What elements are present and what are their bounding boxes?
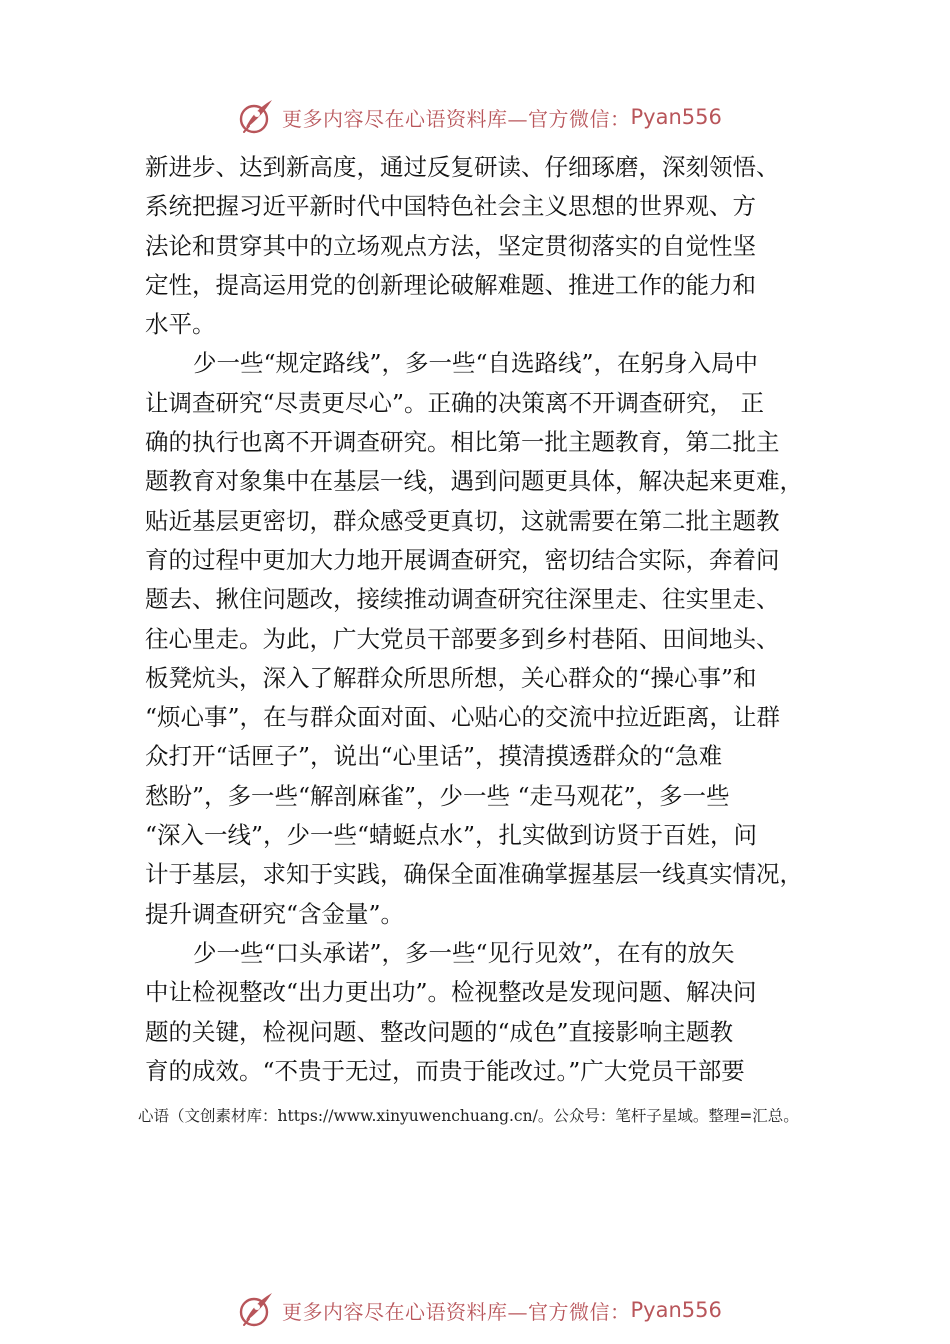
body-line: 往心里走。为此，广大党员干部要多到乡村巷陌、田间地头、: [145, 624, 780, 653]
footer-banner: [236, 1288, 722, 1332]
body-line: 系统把握习近平新时代中国特色社会主义思想的世界观、方: [145, 192, 756, 221]
quill-logo-icon: [236, 1290, 276, 1330]
body-line: 贴近基层更密切，群众感受更真切，这就需要在第二批主题教: [145, 506, 780, 535]
body-line: 众打开“话匣子”，说出“心里话”，摸清摸透群众的“急难: [145, 742, 723, 771]
header-banner: [236, 95, 722, 139]
body-line: 水平。: [145, 310, 216, 339]
body-line: 法论和贯穿其中的立场观点方法，坚定贯彻落实的自觉性坚: [145, 231, 756, 260]
body-line: 少一些“规定路线”，多一些“自选路线”，在躬身入局中: [193, 349, 759, 378]
body-line: 愁盼”，多一些“解剖麻雀”，少一些 “走马观花”，多一些: [145, 781, 730, 810]
banner-wechat-id: Pyan556: [630, 1298, 722, 1322]
body-line: 少一些“口头承诺”，多一些“见行见效”，在有的放矢: [193, 938, 735, 967]
body-line: “深入一线”，少一些“蜻蜓点水”，扎实做到访贤于百姓，问: [145, 821, 758, 850]
body-line: 新进步、达到新高度，通过反复研读、仔细琢磨，深刻领悟、: [145, 153, 780, 181]
banner-wechat-id: Pyan556: [630, 105, 722, 129]
document-body: [145, 148, 815, 1091]
body-line: 提升调查研究“含金量”。: [145, 899, 405, 928]
body-line: 计于基层，求知于实践，确保全面准确掌握基层一线真实情况，: [145, 860, 803, 889]
quill-logo-icon: [236, 97, 276, 137]
banner-text: 更多内容尽在心语资料库—官方微信：: [282, 1299, 631, 1324]
body-line: 题去、揪住问题改，接续推动调查研究往深里走、往实里走、: [145, 585, 780, 614]
body-line: 确的执行也离不开调查研究。相比第一批主题教育，第二批主: [145, 428, 780, 457]
body-line: 题的关键，检视问题、整改问题的“成色”直接影响主题教: [145, 1017, 734, 1046]
banner-text: 更多内容尽在心语资料库—官方微信：: [282, 106, 631, 131]
body-line: “烦心事”，在与群众面对面、心贴心的交流中拉近距离，让群: [145, 703, 781, 732]
body-line: 育的成效。“不贵于无过，而贵于能改过。”广大党员干部要: [145, 1056, 745, 1085]
source-footnote: 心语（文创素材库：https://www.xinyuwenchuang.cn/。公众号：笔杆子星域。整理=汇总。: [138, 1107, 799, 1125]
body-line: 板凳炕头，深入了解群众所思所想，关心群众的“操心事”和: [145, 663, 757, 692]
body-line: 让调查研究“尽责更尽心”。正确的决策离不开调查研究， 正: [145, 388, 764, 417]
body-line: 中让检视整改“出力更出功”。检视整改是发现问题、解决问: [145, 978, 757, 1007]
body-line: 定性，提高运用党的创新理论破解难题、推进工作的能力和: [145, 270, 756, 299]
body-line: 题教育对象集中在基层一线，遇到问题更具体，解决起来更难，: [145, 467, 803, 496]
body-line: 育的过程中更加大力地开展调查研究，密切结合实际，奔着问: [145, 545, 780, 574]
